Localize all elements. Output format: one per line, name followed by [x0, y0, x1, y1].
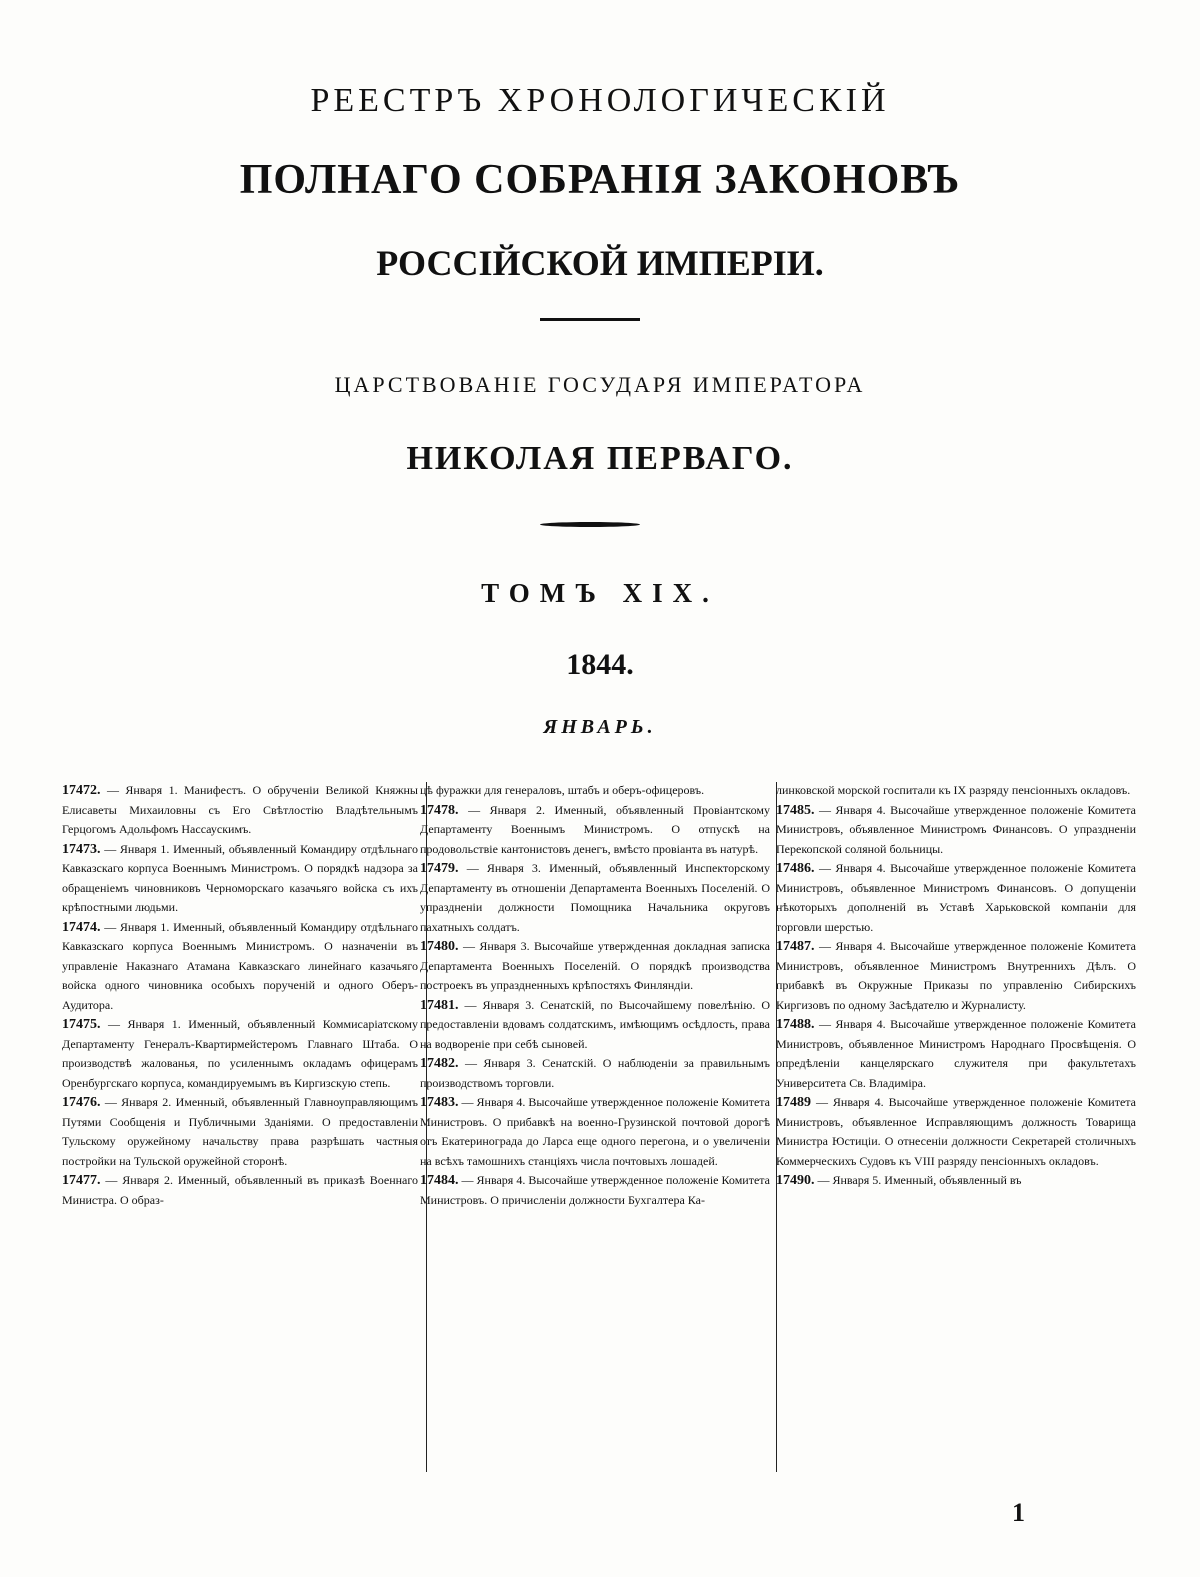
ornamental-divider — [540, 522, 640, 527]
entry-text: — Января 3. Высочайше утвержденная докладная записка Департамента Военныхъ Поселеній. О порядкѣ производства построекъ въ упраздненныхъ крѣпостяхъ Финляндіи. — [420, 939, 770, 992]
entry — [776, 781, 1136, 801]
entry-number: 17472. — [62, 783, 101, 798]
entry-number: 17481. — [420, 997, 459, 1013]
entry-number: 17486. — [776, 861, 815, 876]
entry — [62, 781, 418, 840]
entry-number: 17474. — [62, 919, 101, 935]
entry-number: 17482. — [420, 1056, 459, 1071]
entry-text: — Января 4. Высочайше утвержденное положеніе Комитета Министровъ, объявленное Министромъ Внутреннихъ Дѣлъ. О прибавкѣ въ Окружные Приказы по управленію Сибирскихъ Киргизовъ по одному Засѣдателю и Журналисту. — [776, 939, 1136, 1012]
entry — [420, 996, 770, 1055]
entry — [62, 1171, 418, 1210]
entry-text: цѣ фуражки для генераловъ, штабъ и оберъ-офицеровъ. — [420, 783, 705, 797]
collection-title: ПОЛНАГО СОБРАНІЯ ЗАКОНОВЪ — [239, 157, 961, 203]
entry — [420, 1171, 770, 1210]
entry-text: — Января 2. Именный, объявленный Главноуправляющимъ Путями Сообщенія и Публичными Зданіями. О предоставленіи Тульскому оружейному начальству права разрѣшать частныя постройки на Тульской оружейной сторонѣ. — [62, 1095, 418, 1168]
entry-number: 17489 — [776, 1095, 811, 1110]
entry-number: 17478. — [420, 802, 459, 818]
entry-text: — Января 3. Сенатскій, по Высочайшему повелѣнію. О предоставленіи вдовамъ солдатскимъ, имѣющимъ осѣдлость, права на водвореніе при себѣ сыновей. — [420, 997, 770, 1051]
column-2 — [420, 781, 770, 1473]
entry-text: линковской морской госпитали къ IX разряду пенсіонныхъ окладовъ. — [776, 783, 1131, 797]
entry — [776, 1015, 1136, 1093]
entry-number: 17475. — [62, 1017, 101, 1032]
entry-text: — Января 4. Высочайше утвержденное положеніе Комитета Министровъ. О причисленіи должности Бухгалтера Ка- — [420, 1173, 770, 1207]
reign-caption: ЦАРСТВОВАНІЕ ГОСУДАРЯ ИМПЕРАТОРА — [334, 372, 866, 397]
entry-number: 17485. — [776, 802, 815, 818]
page-number: 1 — [1012, 1498, 1025, 1527]
entry — [776, 1171, 1136, 1191]
emperor-name: НИКОЛАЯ ПЕРВАГО. — [406, 440, 794, 477]
entry-number: 17487. — [776, 939, 815, 954]
entry-number: 17477. — [62, 1173, 101, 1188]
entry-number: 17476. — [62, 1095, 101, 1110]
year-label: 1844. — [566, 648, 634, 681]
entry — [776, 937, 1136, 1015]
entry — [776, 859, 1136, 937]
entry-text: — Января 4. Высочайше утвержденное положеніе Комитета Министровъ, объявленное Министромъ Народнаго Просвѣщенія. О опредѣленіи канцелярскаго служителя при факультетахъ Университета Св. Владиміра. — [776, 1017, 1136, 1090]
entry-number: 17473. — [62, 841, 101, 857]
entry — [420, 1054, 770, 1093]
entry — [420, 859, 770, 937]
month-label: ЯНВАРЬ. — [543, 716, 657, 738]
entry-text: — Января 3. Именный, объявленный Инспекторскому Департаменту въ отношеніи Департамента Военныхъ Поселеній. О упраздненіи должности Помощника Начальника округовъ пахатныхъ солдатъ. — [420, 861, 770, 934]
entry-text: — Января 4. Высочайше утвержденное положеніе Комитета Министровъ, объявленное Исправляющимъ должность Товарища Министра Юстиціи. О отнесеніи должности Секретарей столичныхъ Коммерческихъ Судовъ къ VIII разряду пенсіонныхъ окладовъ. — [776, 1095, 1136, 1168]
entry-text: — Января 3. Сенатскій. О наблюденіи за правильнымъ производствомъ торговли. — [420, 1056, 770, 1090]
entry-number: 17490. — [776, 1173, 815, 1188]
entry-text: — Января 2. Именный, объявленный въ приказѣ Военнаго Министра. О образ- — [62, 1173, 418, 1207]
entry — [420, 1093, 770, 1171]
register-title: РЕЕСТРЪ ХРОНОЛОГИЧЕСКІЙ — [310, 82, 890, 119]
empire-title: РОССІЙСКОЙ ИМПЕРІИ. — [376, 243, 824, 283]
entry — [420, 801, 770, 860]
entry-number: 17480. — [420, 939, 459, 954]
entry — [420, 937, 770, 996]
entry — [776, 1093, 1136, 1171]
volume-label: ТОМЪ XIX. — [481, 578, 719, 608]
entry-text: — Января 1. Именный, объявленный Командиру отдѣльнаго Кавказскаго корпуса Военнымъ Министромъ. О назначеніи въ управленіе Наказнаго Атамана Кавказскаго линейнаго казачьяго войска одного чиновника особыхъ порученій и одного Оберъ-Аудитора. — [62, 919, 418, 1012]
entry — [62, 918, 418, 1016]
column-3 — [776, 781, 1136, 1473]
entry-number: 17484. — [420, 1173, 459, 1188]
entry-text: — Января 2. Именный, объявленный Провіантскому Департаменту Военнымъ Министромъ. О отпускѣ на продовольствіе кантонистовъ денегъ, вмѣсто провіанта въ натурѣ. — [420, 802, 770, 856]
entry — [62, 1093, 418, 1171]
entry-number: 17479. — [420, 861, 459, 876]
entry — [62, 840, 418, 918]
entry-text: — Января 1. Манифестъ. О обрученіи Великой Княжны Елисаветы Михаиловны съ Его Свѣтлостію Владѣтельнымъ Герцогомъ Адольфомъ Нассаускимъ. — [62, 783, 418, 836]
entry-text: — Января 4. Высочайше утвержденное положеніе Комитета Министровъ, объявленное Министромъ Финансовъ. О допущеніи нѣкоторыхъ дополненій въ Уставѣ Харьковской компаніи для торговли шерстью. — [776, 861, 1136, 934]
entry-text: — Января 5. Именный, объявленный въ — [817, 1173, 1022, 1187]
entry-number: 17483. — [420, 1095, 459, 1110]
entry — [62, 1015, 418, 1093]
title-divider — [540, 318, 640, 321]
entry — [420, 781, 770, 801]
entry — [776, 801, 1136, 860]
entry-number: 17488. — [776, 1017, 815, 1032]
entry-text: — Января 1. Именный, объявленный Командиру отдѣльнаго Кавказскаго корпуса Военнымъ Министромъ. О порядкѣ надзора за обращеніемъ чиновниковъ Черноморскаго казачьяго войска съ ихъ крѣпостными людьми. — [62, 841, 418, 914]
column-1 — [62, 781, 418, 1473]
entry-text: — Января 4. Высочайше утвержденное положеніе Комитета Министровъ. О прибавкѣ на военно-Грузинской почтовой дорогѣ отъ Екатеринограда до Ларса еще одного перегона, и о увеличеніи на всѣхъ тамошнихъ станціяхъ числа почтовыхъ лошадей. — [420, 1095, 770, 1168]
entry-text: — Января 4. Высочайше утвержденное положеніе Комитета Министровъ, объявленное Министромъ Финансовъ. О упраздненіи Перекопской соляной больницы. — [776, 802, 1136, 856]
entry-text: — Января 1. Именный, объявленный Коммисаріатскому Департаменту Генералъ-Квартирмейстеромъ Главнаго Штаба. О производствѣ жалованья, по усиленнымъ окладамъ офицерамъ Оренбургскаго корпуса, командируемымъ въ Киргизскую степь. — [62, 1017, 418, 1090]
